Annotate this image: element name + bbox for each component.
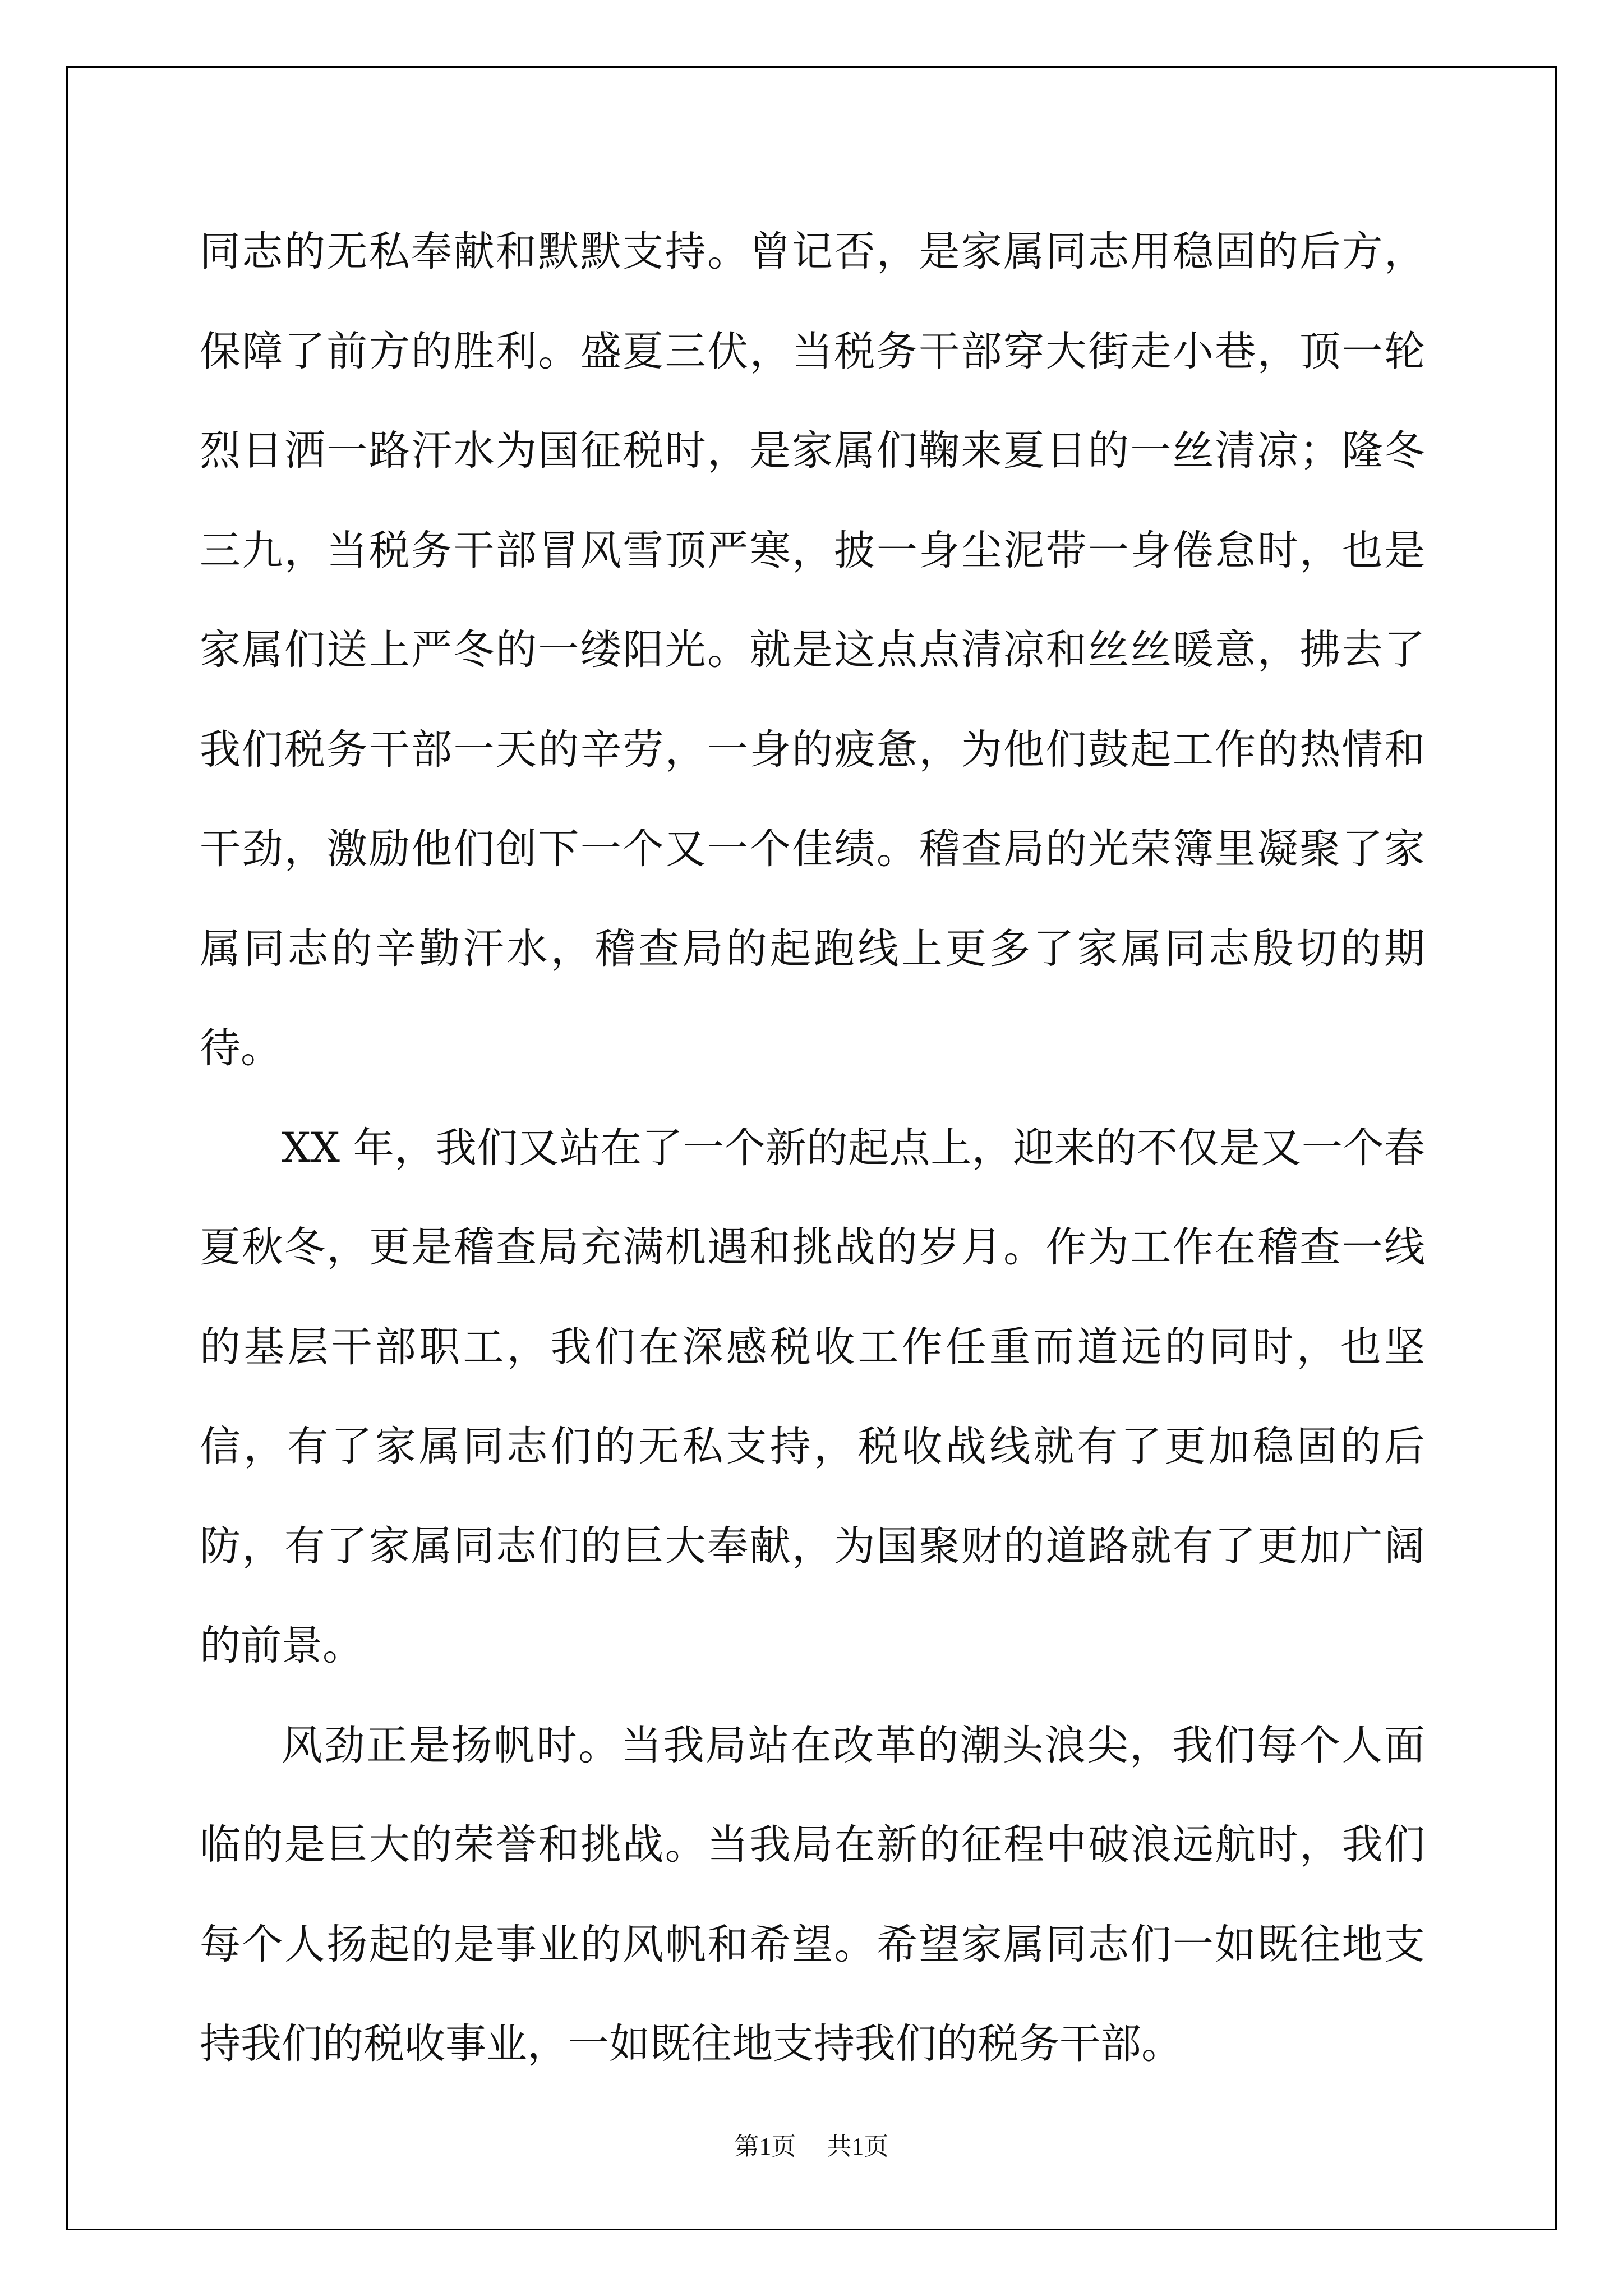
paragraph-1: 同志的无私奉献和默默支持。曾记否，是家属同志用稳固的后方，保障了前方的胜利。盛夏三伏，当税务干部穿大街走小巷，顶一轮烈日洒一路汗水为国征税时，是家属们鞠来夏日的一丝清凉；隆冬三九，当税务干部冒风雪顶严寒，披一身尘泥带一身倦怠时，也是家属们送上严冬的一缕阳光。就是这点点清凉和丝丝暖意，拂去了我们税务干部一天的辛劳，一身的疲惫，为他们鼓起工作的热情和干劲，激励他们创下一个又一个佳绩。稽查局的光荣簿里凝聚了家属同志的辛勤汗水，稽查局的起跑线上更多了家属同志殷切的期待。 [200, 228, 1425, 1072]
paragraph-2: XX 年，我们又站在了一个新的起点上，迎来的不仅是又一个春夏秋冬，更是稽查局充满机遇和挑战的岁月。作为工作在稽查一线的基层干部职工，我们在深感税收工作任重而道远的同时，也坚信，有了家属同志们的无私支持，税收战线就有了更加稳固的后防，有了家属同志们的巨大奉献，为国聚财的道路就有了更加广阔的前景。 [200, 1124, 1425, 1669]
page-number: 第1页 [734, 2133, 796, 2160]
page-footer [0, 2126, 1623, 2162]
page-total: 共1页 [827, 2133, 889, 2160]
document-body [200, 202, 1425, 2094]
paragraph-3: 风劲正是扬帆时。当我局站在改革的潮头浪尖，我们每个人面临的是巨大的荣誉和挑战。当我局在新的征程中破浪远航时，我们每个人扬起的是事业的风帆和希望。希望家属同志们一如既往地支持我们的税收事业，一如既往地支持我们的税务干部。 [200, 1721, 1425, 2068]
